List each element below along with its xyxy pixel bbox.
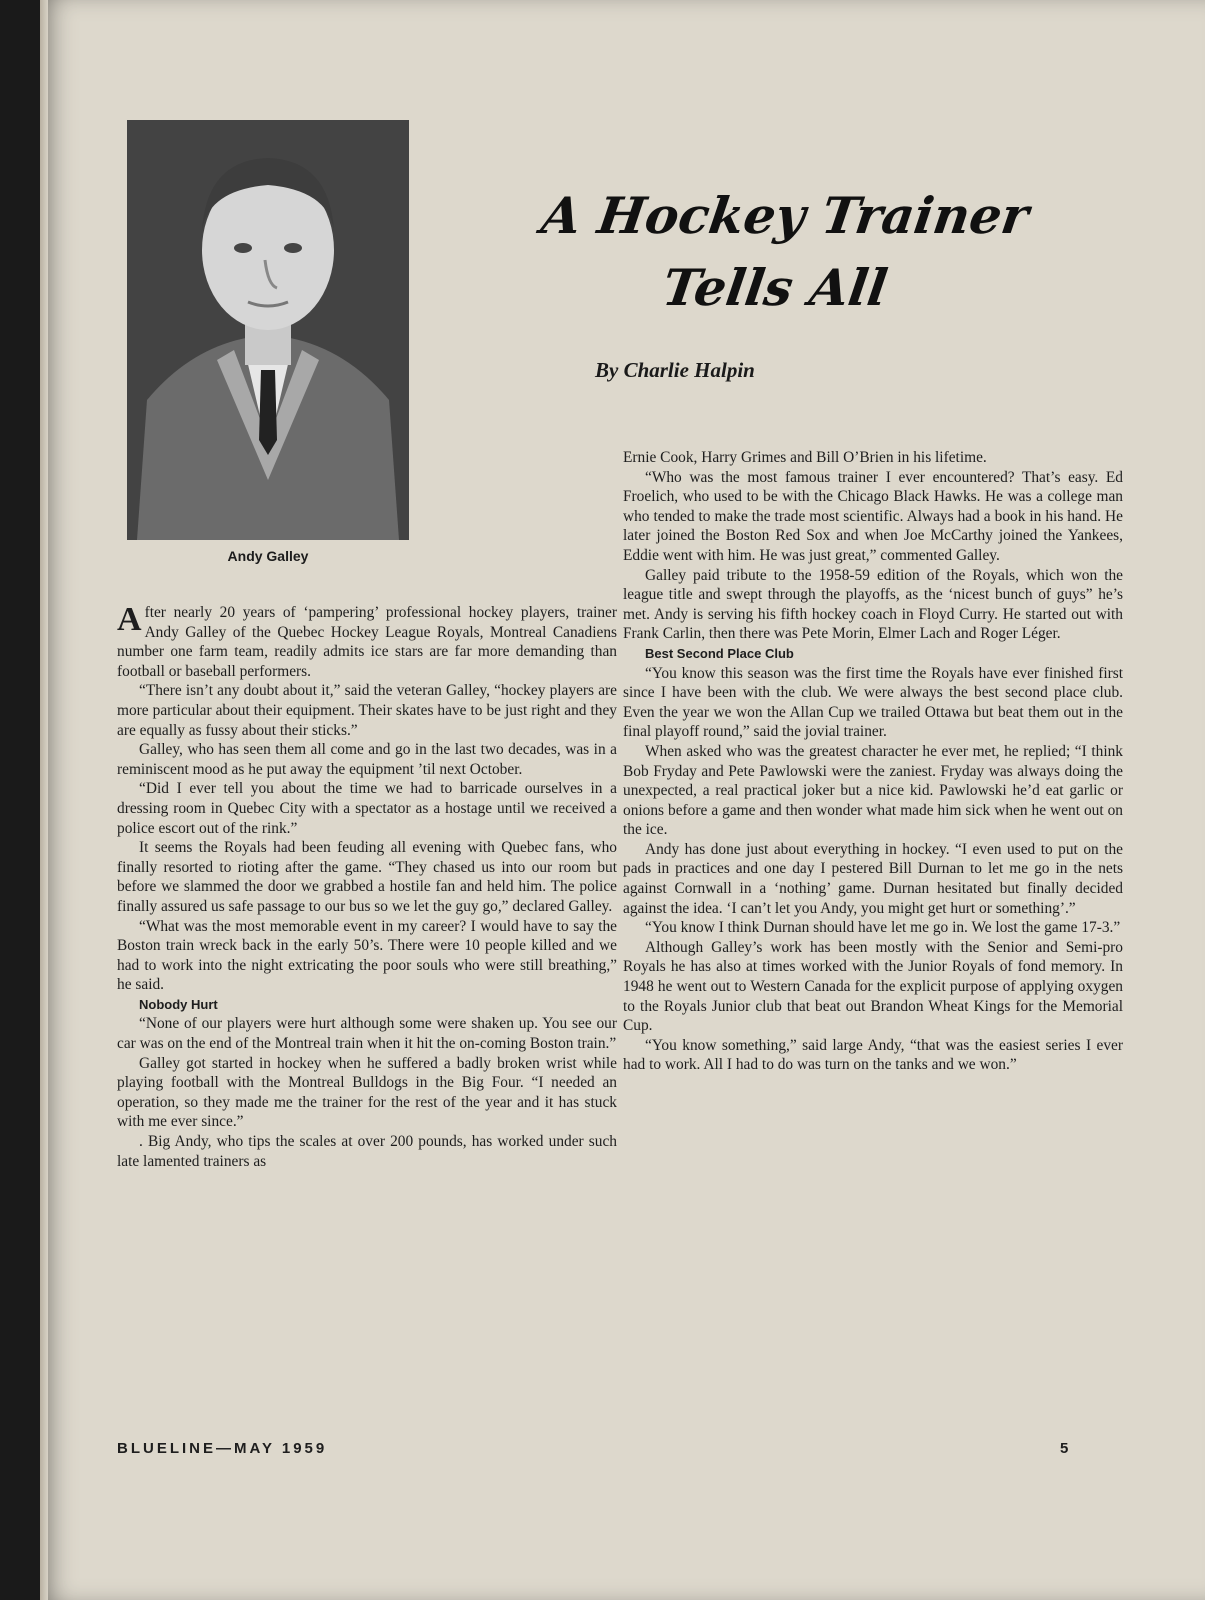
- paragraph: “You know I think Durnan should have let me go in. We lost the game 17-3.”: [645, 919, 1121, 937]
- title-line-1: A Hockey Trainer: [537, 186, 1033, 245]
- paragraph: . Big Andy, who tips the scales at over 200 pounds, has worked under such late lamented trainers as: [117, 1133, 617, 1170]
- portrait-photo: [127, 120, 409, 540]
- subhead-nobody-hurt: Nobody Hurt: [139, 996, 218, 1012]
- paragraph: “Did I ever tell you about the time we had to barricade ourselves in a dressing room in Quebec City with a spectator as a hostage until we received a police escort out of the rink.”: [117, 780, 617, 837]
- drop-cap: A: [117, 601, 142, 638]
- footer-publication: BLUELINE—MAY 1959: [117, 1440, 328, 1457]
- paragraph: Galley got started in hockey when he suffered a badly broken wrist while playing football with the Montreal Bulldogs in the Big Four. “I needed an operation, so they made me the trainer for the rest of the year and it has stuck with me ever since.”: [117, 1054, 617, 1131]
- right-column: [623, 448, 1123, 1075]
- paragraph: Although Galley’s work has been mostly with the Senior and Semi-pro Royals he has also at times worked with the Junior Royals of fond memory. In 1948 he went out to Western Canada for the explicit purpose of applying oxygen to the Royals Junior club that beat out Brandon Wheat Kings for the Memorial Cup.: [623, 938, 1123, 1035]
- paragraph: “What was the most memorable event in my career? I would have to say the Boston train wreck back in the early 50’s. There were 10 people killed and we had to work into the night extricating the poor souls who were still breathing,” he said.: [117, 917, 617, 994]
- subhead-best-second-place-club: Best Second Place Club: [645, 645, 794, 661]
- portrait-illustration: [127, 120, 409, 540]
- title-line-2: Tells All: [659, 258, 891, 317]
- footer-page-number: 5: [1060, 1440, 1069, 1457]
- paragraph: Andy has done just about everything in hockey. “I even used to put on the pads in practices and one day I pestered Bill Durnan to let me go in the nets against Cornwall in a ‘nothing’ game. Durnan hesitated but finally decided against the idea. ‘I can’t let you Andy, you might get hurt or something’.”: [623, 840, 1123, 917]
- paragraph: Galley, who has seen them all come and go in the last two decades, was in a reminiscent mood as he put away the equipment ’til next October.: [117, 741, 617, 778]
- paragraph: When asked who was the greatest character he ever met, he replied; “I think Bob Fryday and Pete Pawlowski were the zaniest. Fryday was always doing the unexpected, a real practical joker but a nice kid. Pawlowski he’d eat garlic or onions before a game and then wonder what made him sick when he went out on the ice.: [623, 742, 1123, 839]
- paragraph: It seems the Royals had been feuding all evening with Quebec fans, who finally resorted to rioting after the game. “They chased us into our room but before we slammed the door we grabbed a hostile fan and held him. The police finally assured us safe passage to our bus so we let the guy go,” declared Galley.: [117, 839, 617, 915]
- page-edge: [40, 0, 48, 1600]
- photo-caption: Andy Galley: [227, 548, 309, 564]
- paragraph: “None of our players were hurt although some were shaken up. You see our car was on the end of the Montreal train when it hit the on-coming Boston train.”: [117, 1015, 617, 1053]
- paragraph: Galley paid tribute to the 1958-59 edition of the Royals, which won the league title and swept through the playoffs, as the ‘nicest bunch of guys” he’s met. Andy is serving his fifth hockey coach in Floyd Curry. He started out with Frank Carlin, then there was Pete Morin, Elmer Lach and Roger Léger.: [623, 566, 1123, 643]
- paragraph: After nearly 20 years of ‘pampering’ professional hockey players, trainer Andy Galley of the Quebec Hockey League Royals, Montreal Canadiens number one farm team, readily admits ice stars are far more demanding than football or baseball performers.: [117, 601, 617, 680]
- article-title: [470, 180, 1090, 324]
- left-column: [117, 603, 617, 1171]
- paragraph: “You know this season was the first time the Royals have ever finished first since I have been with the club. We were always the best second place club. Even the year we won the Allan Cup we trailed Ottawa but beat them out in the final playoff round,” said the jovial trainer.: [623, 664, 1123, 741]
- magazine-page: [40, 0, 1205, 1600]
- paragraph: “You know something,” said large Andy, “that was the easiest series I ever had to work. All I had to do was turn on the tanks and we won.”: [623, 1036, 1123, 1074]
- paragraph: Ernie Cook, Harry Grimes and Bill O’Brien in his lifetime.: [623, 449, 987, 466]
- byline: By Charlie Halpin: [595, 358, 755, 382]
- paragraph: “Who was the most famous trainer I ever encountered? That’s easy. Ed Froelich, who used to be with the Chicago Black Hawks. He was a college man who tended to make the trade most scientific. Always had a book in his hand. He later joined the Boston Red Sox and when Joe McCarthy joined the Yankees, Eddie went with him. He was just great,” commented Galley.: [623, 468, 1123, 564]
- paragraph: “There isn’t any doubt about it,” said the veteran Galley, “hockey players are more particular about their equipment. Their skates have to be just right and they are equally as fussy about their sticks.”: [117, 682, 617, 739]
